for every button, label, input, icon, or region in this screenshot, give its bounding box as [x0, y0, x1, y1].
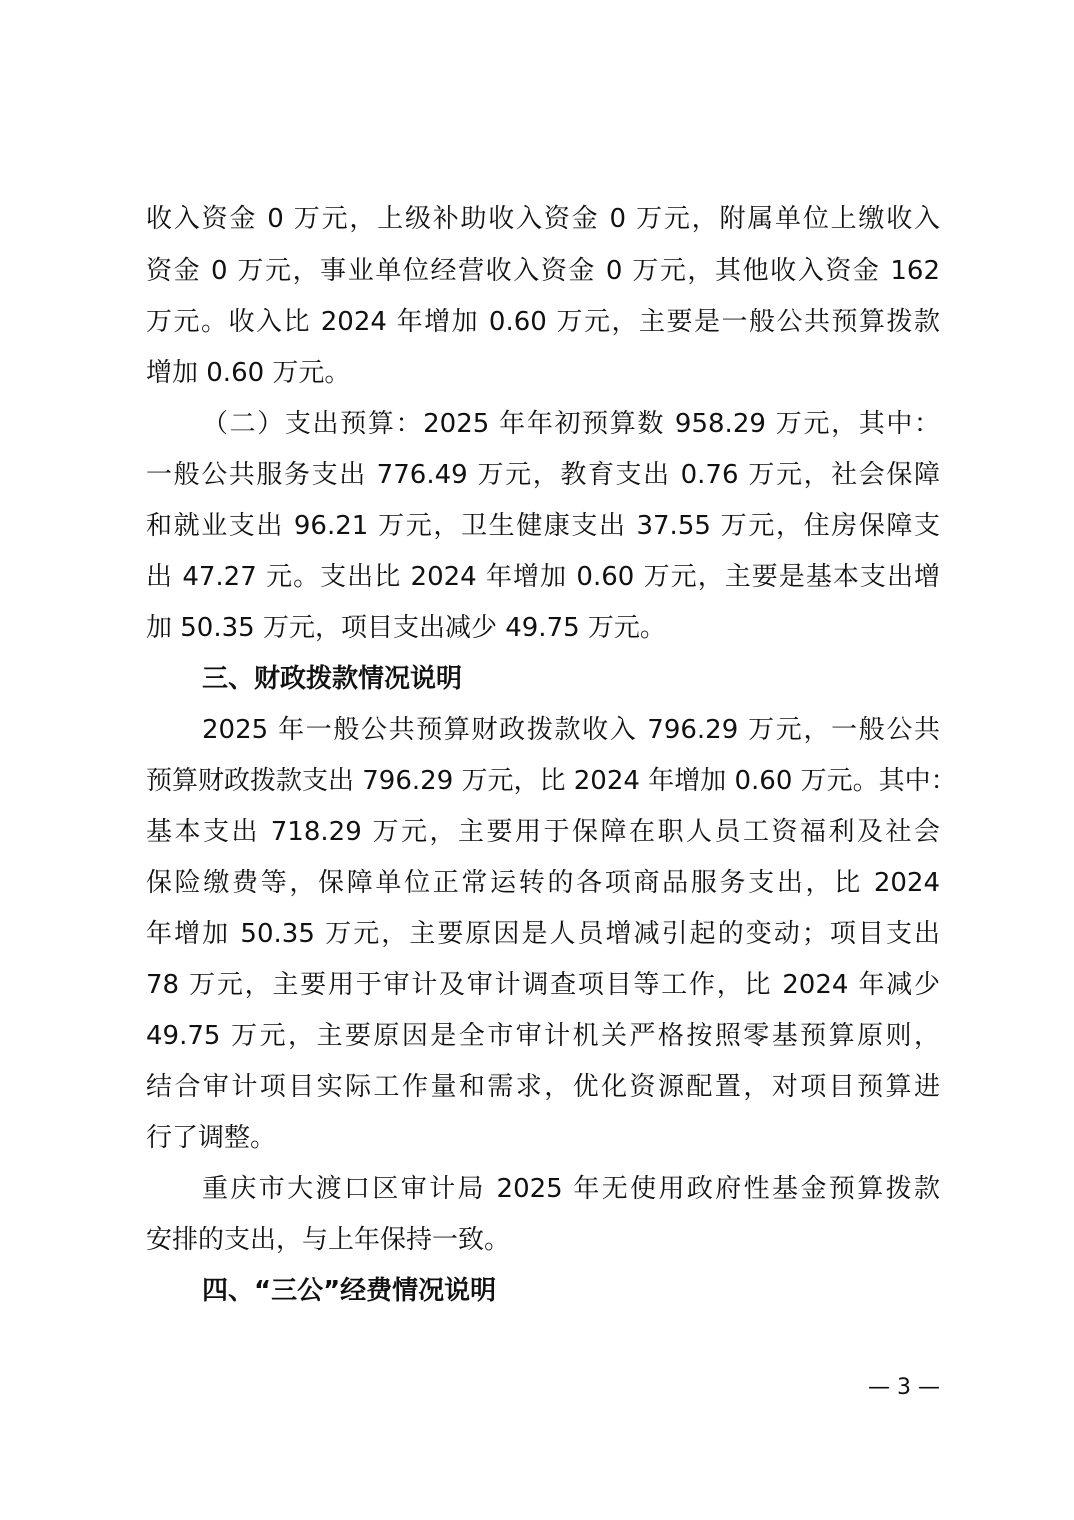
expense-budget-line-5: 加 50.35 万元，项目支出减少 49.75 万元。 [146, 613, 666, 643]
expense-budget-line-2: 一般公共服务支出 776.49 万元，教育支出 0.76 万元，社会保障 [146, 460, 940, 490]
expense-budget-line-4: 出 47.27 元。支出比 2024 年增加 0.60 万元，主要是基本支出增 [146, 562, 940, 592]
paragraph-income-line-2: 资金 0 万元，事业单位经营收入资金 0 万元，其他收入资金 162 [146, 256, 940, 286]
section-heading-fiscal-appropriation: 三、财政拨款情况说明 [202, 664, 463, 694]
fiscal-appropriation-line-3: 基本支出 718.29 万元，主要用于保障在职人员工资福利及社会 [146, 817, 940, 847]
government-fund-line-1: 重庆市大渡口区审计局 2025 年无使用政府性基金预算拨款 [202, 1174, 940, 1204]
fiscal-appropriation-line-4: 保险缴费等，保障单位正常运转的各项商品服务支出，比 2024 [146, 868, 940, 898]
paragraph-income-line-4: 增加 0.60 万元。 [146, 358, 351, 388]
fiscal-appropriation-line-9: 行了调整。 [146, 1123, 277, 1153]
fiscal-appropriation-line-1: 2025 年一般公共预算财政拨款收入 796.29 万元，一般公共 [202, 715, 940, 745]
section-heading-three-public-expenses: 四、“三公”经费情况说明 [202, 1276, 497, 1306]
fiscal-appropriation-line-7: 49.75 万元，主要原因是全市审计机关严格按照零基预算原则， [146, 1021, 940, 1051]
page-number: — 3 — [868, 1375, 940, 1400]
paragraph-income-line-1: 收入资金 0 万元，上级补助收入资金 0 万元，附属单位上缴收入 [146, 204, 940, 234]
paragraph-income-line-3: 万元。收入比 2024 年增加 0.60 万元，主要是一般公共预算拨款 [146, 307, 940, 337]
fiscal-appropriation-line-2: 预算财政拨款支出 796.29 万元，比 2024 年增加 0.60 万元。其中： [146, 766, 957, 796]
fiscal-appropriation-line-5: 年增加 50.35 万元，主要原因是人员增减引起的变动；项目支出 [146, 919, 940, 949]
government-fund-line-2: 安排的支出，与上年保持一致。 [146, 1225, 511, 1255]
fiscal-appropriation-line-6: 78 万元，主要用于审计及审计调查项目等工作，比 2024 年减少 [146, 970, 940, 1000]
expense-budget-line-3: 和就业支出 96.21 万元，卫生健康支出 37.55 万元，住房保障支 [146, 511, 940, 541]
fiscal-appropriation-line-8: 结合审计项目实际工作量和需求，优化资源配置，对项目预算进 [146, 1072, 940, 1102]
expense-budget-line-1: （二）支出预算：2025 年年初预算数 958.29 万元，其中： [202, 409, 940, 439]
